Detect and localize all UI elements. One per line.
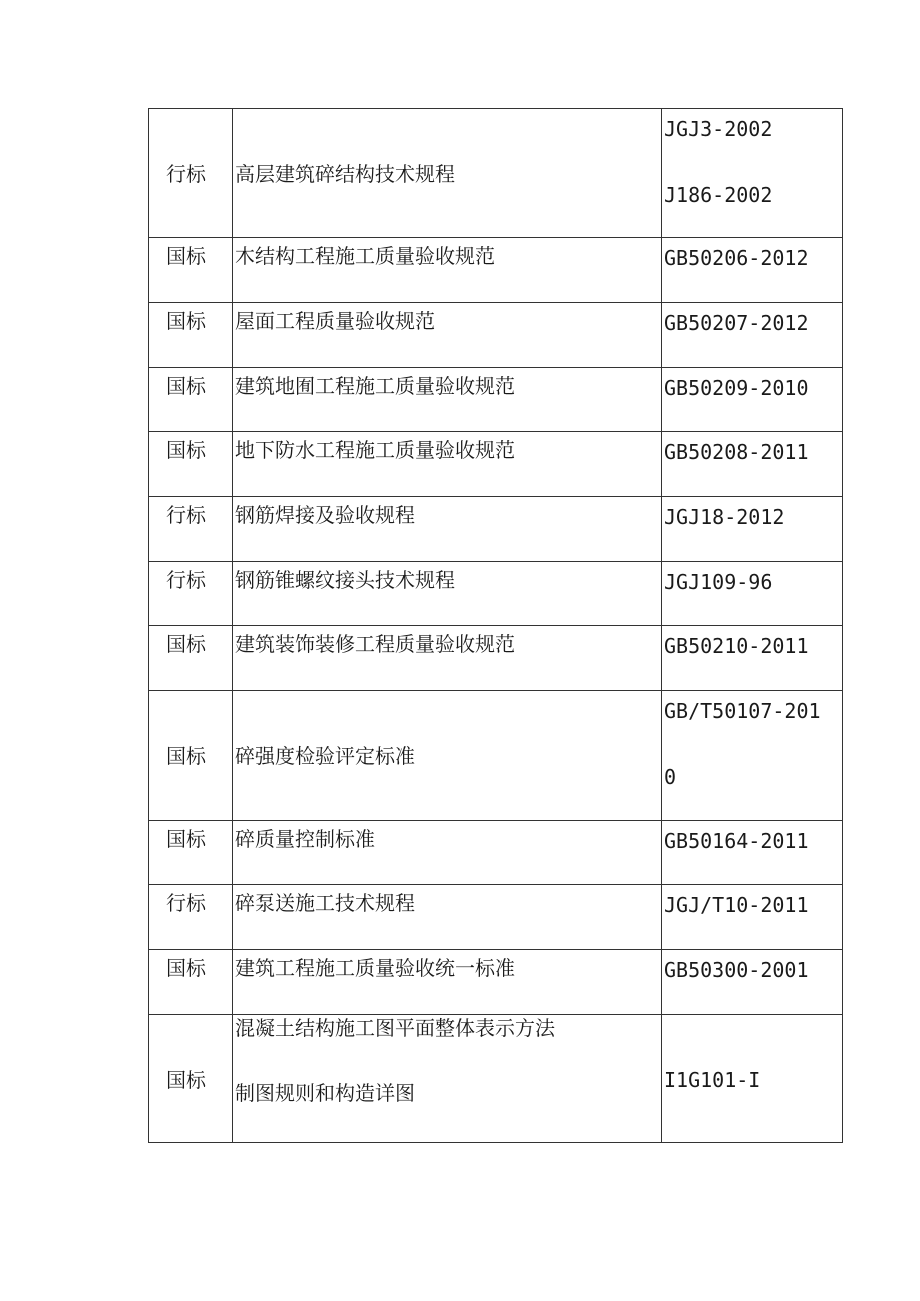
standard-name-cell — [233, 368, 662, 432]
standard-code: GB50207-2012 — [664, 311, 809, 335]
standard-code: GB50210-2011 — [664, 634, 809, 658]
standard-code: GB50209-2010 — [664, 376, 809, 400]
standard-code-cell — [662, 562, 843, 626]
standard-type: 国标 — [166, 956, 206, 980]
standard-type-cell — [149, 368, 233, 432]
standard-name-cell — [233, 238, 662, 303]
table-row — [149, 109, 843, 238]
standard-code — [662, 691, 842, 789]
standard-type-cell — [149, 950, 233, 1015]
table-row — [149, 950, 843, 1015]
standard-type-cell — [149, 109, 233, 238]
standard-code-cell — [662, 691, 843, 821]
standard-code: JGJ/T10-2011 — [664, 893, 809, 917]
standard-name: 钢筋焊接及验收规程 — [235, 503, 415, 527]
standard-name-cell — [233, 1015, 662, 1143]
standard-type: 行标 — [166, 503, 206, 527]
standard-name: 碎质量控制标准 — [235, 827, 375, 851]
standard-code: GB50300-2001 — [664, 958, 809, 982]
table-row — [149, 626, 843, 691]
standard-code: GB50208-2011 — [664, 440, 809, 464]
standard-code-line: JGJ3-2002 — [664, 117, 773, 141]
table-row — [149, 303, 843, 368]
standard-code: GB50164-2011 — [664, 829, 809, 853]
standard-code-cell — [662, 303, 843, 368]
standard-code-cell — [662, 821, 843, 885]
table-row — [149, 368, 843, 432]
standard-code-cell — [662, 885, 843, 950]
standard-type-cell — [149, 497, 233, 562]
standards-table — [148, 108, 843, 1143]
standard-name: 建筑地囿工程施工质量验收规范 — [235, 374, 515, 398]
standard-code-cell — [662, 950, 843, 1015]
standard-name-line: 混凝土结构施工图平面整体表示方法 — [235, 1016, 555, 1040]
standard-name-cell — [233, 303, 662, 368]
standard-code-line: GB/T50107-201 — [664, 699, 821, 723]
standard-name-cell — [233, 562, 662, 626]
standard-type: 行标 — [166, 162, 206, 186]
standard-name-cell — [233, 950, 662, 1015]
standard-type-cell — [149, 238, 233, 303]
table-row — [149, 562, 843, 626]
standard-name-cell — [233, 821, 662, 885]
standard-code-line: 0 — [664, 765, 677, 789]
standard-code-cell — [662, 497, 843, 562]
standard-name — [233, 1015, 661, 1105]
standard-code — [662, 109, 842, 207]
standard-name: 碎强度检验评定标准 — [235, 744, 415, 768]
standard-name: 木结构工程施工质量验收规范 — [235, 244, 495, 268]
standard-type-cell — [149, 432, 233, 497]
standard-type-cell — [149, 562, 233, 626]
standard-type: 国标 — [166, 374, 206, 398]
standard-name-cell — [233, 626, 662, 691]
table-row — [149, 497, 843, 562]
standard-name-cell — [233, 691, 662, 821]
standard-code-line: J186-2002 — [664, 183, 773, 207]
standard-type-cell — [149, 626, 233, 691]
standard-name: 建筑工程施工质量验收统一标准 — [235, 956, 515, 980]
standard-code: GB50206-2012 — [664, 246, 809, 270]
standard-type: 国标 — [166, 1068, 206, 1092]
standard-name: 钢筋锥螺纹接头技术规程 — [235, 568, 455, 592]
standard-code-cell — [662, 432, 843, 497]
standard-name: 建筑装饰装修工程质量验收规范 — [235, 632, 515, 656]
standard-type: 国标 — [166, 744, 206, 768]
standard-code: JGJ18-2012 — [664, 505, 785, 529]
standard-type: 国标 — [166, 632, 206, 656]
standard-type-cell — [149, 821, 233, 885]
standard-code-cell — [662, 368, 843, 432]
standard-type-cell — [149, 691, 233, 821]
standard-name: 高层建筑碎结构技术规程 — [235, 162, 455, 186]
standard-name-cell — [233, 432, 662, 497]
table-row — [149, 432, 843, 497]
standard-type-cell — [149, 303, 233, 368]
standard-code-cell — [662, 626, 843, 691]
standard-type-cell — [149, 885, 233, 950]
table-row — [149, 238, 843, 303]
standard-name-cell — [233, 885, 662, 950]
standard-name: 碎泵送施工技术规程 — [235, 891, 415, 915]
standard-code: I1G101-I — [664, 1068, 761, 1092]
standard-type-cell — [149, 1015, 233, 1143]
table-row — [149, 691, 843, 821]
standard-name-cell — [233, 109, 662, 238]
standard-code-cell — [662, 238, 843, 303]
standard-type: 国标 — [166, 438, 206, 462]
standard-name: 屋面工程质量验收规范 — [235, 309, 435, 333]
standard-type: 国标 — [166, 827, 206, 851]
table-row — [149, 821, 843, 885]
standard-name-line: 制图规则和构造详图 — [235, 1081, 415, 1105]
standard-name: 地下防水工程施工质量验收规范 — [235, 438, 515, 462]
table-row — [149, 885, 843, 950]
standard-type: 行标 — [166, 891, 206, 915]
table-row — [149, 1015, 843, 1143]
standard-code-cell — [662, 1015, 843, 1143]
standard-code-cell — [662, 109, 843, 238]
standard-type: 国标 — [166, 244, 206, 268]
standard-code: JGJ109-96 — [664, 570, 773, 594]
standard-type: 行标 — [166, 568, 206, 592]
standard-type: 国标 — [166, 309, 206, 333]
standard-name-cell — [233, 497, 662, 562]
